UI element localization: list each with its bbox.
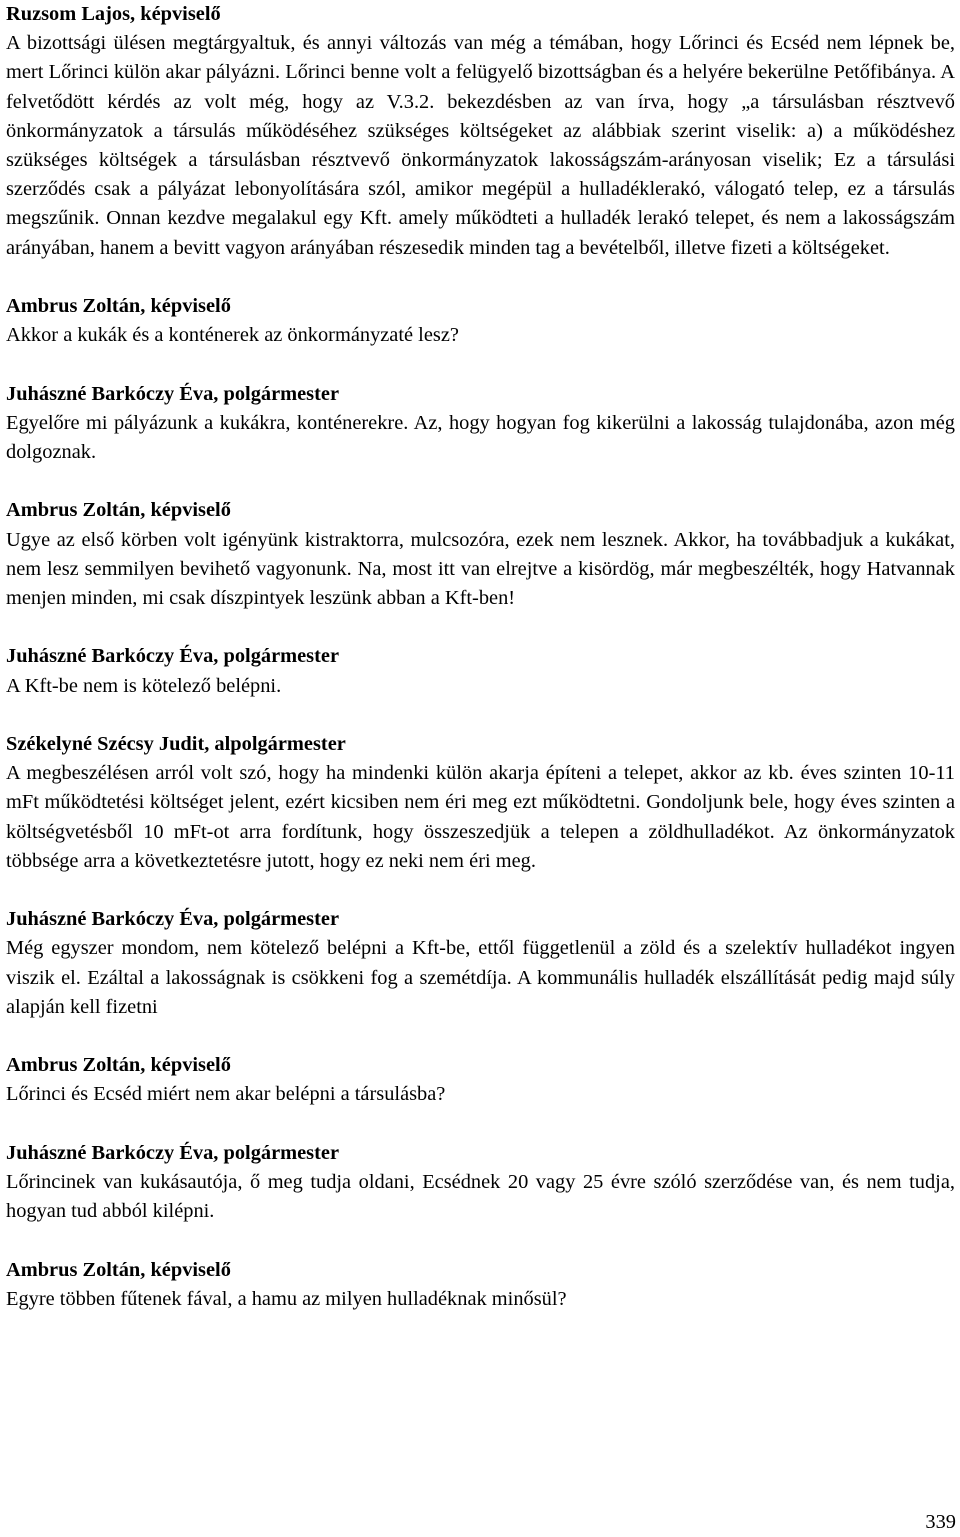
paragraph-gap xyxy=(6,350,955,379)
document-page xyxy=(6,0,955,1314)
speaker-name: Juhászné Barkóczy Éva, polgármester xyxy=(6,908,340,931)
speaker-name: Ambrus Zoltán, képviselő xyxy=(6,499,231,522)
speaker-name: Ambrus Zoltán, képviselő xyxy=(6,1258,231,1281)
minutes-entry xyxy=(6,0,955,263)
speaker-name: Juhászné Barkóczy Éva, polgármester xyxy=(6,645,340,668)
minutes-entry xyxy=(6,496,955,613)
minutes-entry xyxy=(6,380,955,468)
speaker-name: Juhászné Barkóczy Éva, polgármester xyxy=(6,382,340,405)
minutes-entry xyxy=(6,730,955,876)
speech-text: A megbeszélésen arról volt szó, hogy ha mindenki külön akarja építeni a telepet, akkor az kb. éves szinten 10-11 mFt működtetési költséget jelent, ezért kicsiben nem éri meg ezt működtetni. Gondoljunk bele, hogy éves szinten a költségvetésből 10 mFt-ot arra fordítunk, hogy összeszedjük a telepen a zöldhulladékot. Az önkormányzatok többsége arra a következtetésre jutott, hogy ez neki nem éri meg. xyxy=(6,762,955,872)
speaker-name: Juhászné Barkóczy Éva, polgármester xyxy=(6,1141,340,1164)
minutes-entry xyxy=(6,905,955,1022)
speech-text: A bizottsági ülésen megtárgyaltuk, és annyi változás van még a témában, hogy Lőrinci és Ecséd nem lépnek be, mert Lőrinci külön akar pályázni. Lőrinci benne volt a felügyelő bizottságban és a helyére bekerülne Petőfibánya. A felvetődött kérdés az volt még, hogy az V.3.2. bekezdésben az van írva, hogy „a társulásban résztvevő önkormányzatok a társulás működéséhez szükséges költségeket az alábbiak szerint viselik: a) a működéshez szükséges költségek a társulásban résztvevő önkormányzatok lakosságszám-arányosan viselik; Ez a társulási szerződés csak a pályázat lebonyolítására szól, amikor megépül a hulladéklerakó, válogató telep, ez a társulás megszűnik. Onnan kezdve megalakul egy Kft. amely működteti a hulladék lerakó telepet, és nem a lakosságszám arányában, hanem a bevitt vagyon arányában részesedik minden tag a bevételből, illetve fizeti a költségeket. xyxy=(6,32,955,259)
paragraph-gap xyxy=(6,876,955,905)
paragraph-gap xyxy=(6,1022,955,1051)
minutes-entry xyxy=(6,292,955,350)
speech-text: Akkor a kukák és a konténerek az önkormányzaté lesz? xyxy=(6,324,459,347)
paragraph-gap xyxy=(6,701,955,730)
speech-text: A Kft-be nem is kötelező belépni. xyxy=(6,674,282,697)
minutes-entry xyxy=(6,1256,955,1314)
speech-text: Lőrincinek van kukásautója, ő meg tudja oldani, Ecsédnek 20 vagy 25 évre szóló szerződése van, és nem tudja, hogyan tud abból kilépni. xyxy=(6,1171,955,1223)
speech-text: Egyre többen fűtenek fával, a hamu az milyen hulladéknak minősül? xyxy=(6,1287,567,1310)
paragraph-gap xyxy=(6,613,955,642)
speech-text: Még egyszer mondom, nem kötelező belépni a Kft-be, ettől függetlenül a zöld és a szelektív hulladékot ingyen viszik el. Ezáltal a lakosságnak is csökkeni fog a szemétdíja. A kommunális hulladék elszállítását pedig majd súly alapján kell fizetni xyxy=(6,937,955,1018)
paragraph-gap xyxy=(6,467,955,496)
speech-text: Ugye az első körben volt igényünk kistraktorra, mulcsozóra, ezek nem lesznek. Akkor, ha továbbadjuk a kukákat, nem lesz semmilyen bevihető vagyonunk. Na, most itt van elrejtve a kisördög, már megbeszélték, hogy Hatvannak menjen minden, mi csak díszpintyek leszünk abban a Kft-ben! xyxy=(6,528,955,610)
speaker-name: Ambrus Zoltán, képviselő xyxy=(6,295,231,318)
speaker-name: Ruzsom Lajos, képviselő xyxy=(6,3,221,25)
paragraph-gap xyxy=(6,263,955,292)
speech-text: Lőrinci és Ecséd miért nem akar belépni a társulásba? xyxy=(6,1083,446,1106)
speaker-name: Székelyné Szécsy Judit, alpolgármester xyxy=(6,733,346,755)
minutes-entry xyxy=(6,1051,955,1109)
speech-text: Egyelőre mi pályázunk a kukákra, konténerekre. Az, hogy hogyan fog kikerülni a lakosság tulajdonába, azon még dolgoznak. xyxy=(6,411,955,464)
paragraph-gap xyxy=(6,1110,955,1139)
page-number: 339 xyxy=(925,1511,956,1533)
paragraph-gap xyxy=(6,1226,955,1255)
speaker-name: Ambrus Zoltán, képviselő xyxy=(6,1054,231,1077)
minutes-entry xyxy=(6,642,955,700)
minutes-entry xyxy=(6,1139,955,1227)
